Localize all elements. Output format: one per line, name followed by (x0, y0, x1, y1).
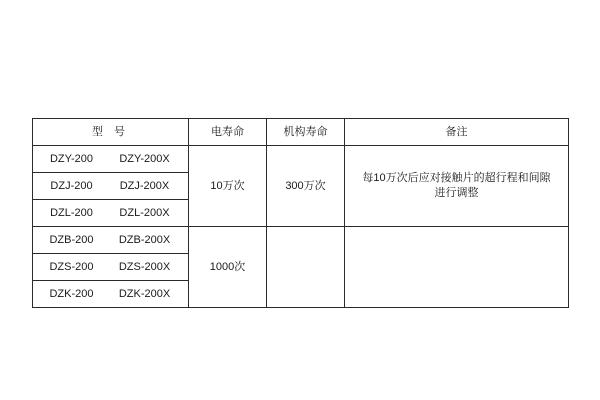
remark-group-2 (345, 227, 569, 308)
model-code-variant: DZL-200X (119, 206, 170, 219)
model-code-primary: DZK-200 (49, 287, 94, 300)
electrical-life-group-1: 10万次 (189, 146, 267, 227)
table-row (33, 146, 569, 173)
model-code-primary: DZS-200 (49, 260, 94, 273)
mechanical-life-group-1: 300万次 (267, 146, 345, 227)
model-cell (33, 146, 189, 173)
model-cell (33, 281, 189, 308)
column-header-remark: 备注 (345, 119, 569, 146)
model-cell (33, 254, 189, 281)
model-code-variant: DZJ-200X (119, 179, 170, 192)
model-code-primary: DZL-200 (50, 206, 93, 219)
table-header-row (33, 119, 569, 146)
model-cell (33, 200, 189, 227)
remark-line-2: 进行调整 (434, 187, 479, 199)
column-header-model: 型 号 (33, 119, 189, 146)
model-code-variant: DZY-200X (119, 152, 170, 165)
model-code-primary: DZY-200 (49, 152, 93, 165)
specification-table (32, 118, 569, 308)
model-cell (33, 227, 189, 254)
model-code-variant: DZS-200X (118, 260, 171, 273)
model-code-variant: DZK-200X (118, 287, 171, 300)
model-code-variant: DZB-200X (118, 233, 171, 246)
column-header-mechanical-life: 机构寿命 (267, 119, 345, 146)
mechanical-life-group-2 (267, 227, 345, 308)
column-header-electrical-life: 电寿命 (189, 119, 267, 146)
table-row (33, 227, 569, 254)
electrical-life-group-2: 1000次 (189, 227, 267, 308)
remark-group-1 (345, 146, 569, 227)
remark-line-1: 每10万次后应对接触片的超行程和间隙 (362, 172, 551, 185)
model-cell (33, 173, 189, 200)
model-code-primary: DZJ-200 (50, 179, 93, 192)
model-code-primary: DZB-200 (49, 233, 94, 246)
